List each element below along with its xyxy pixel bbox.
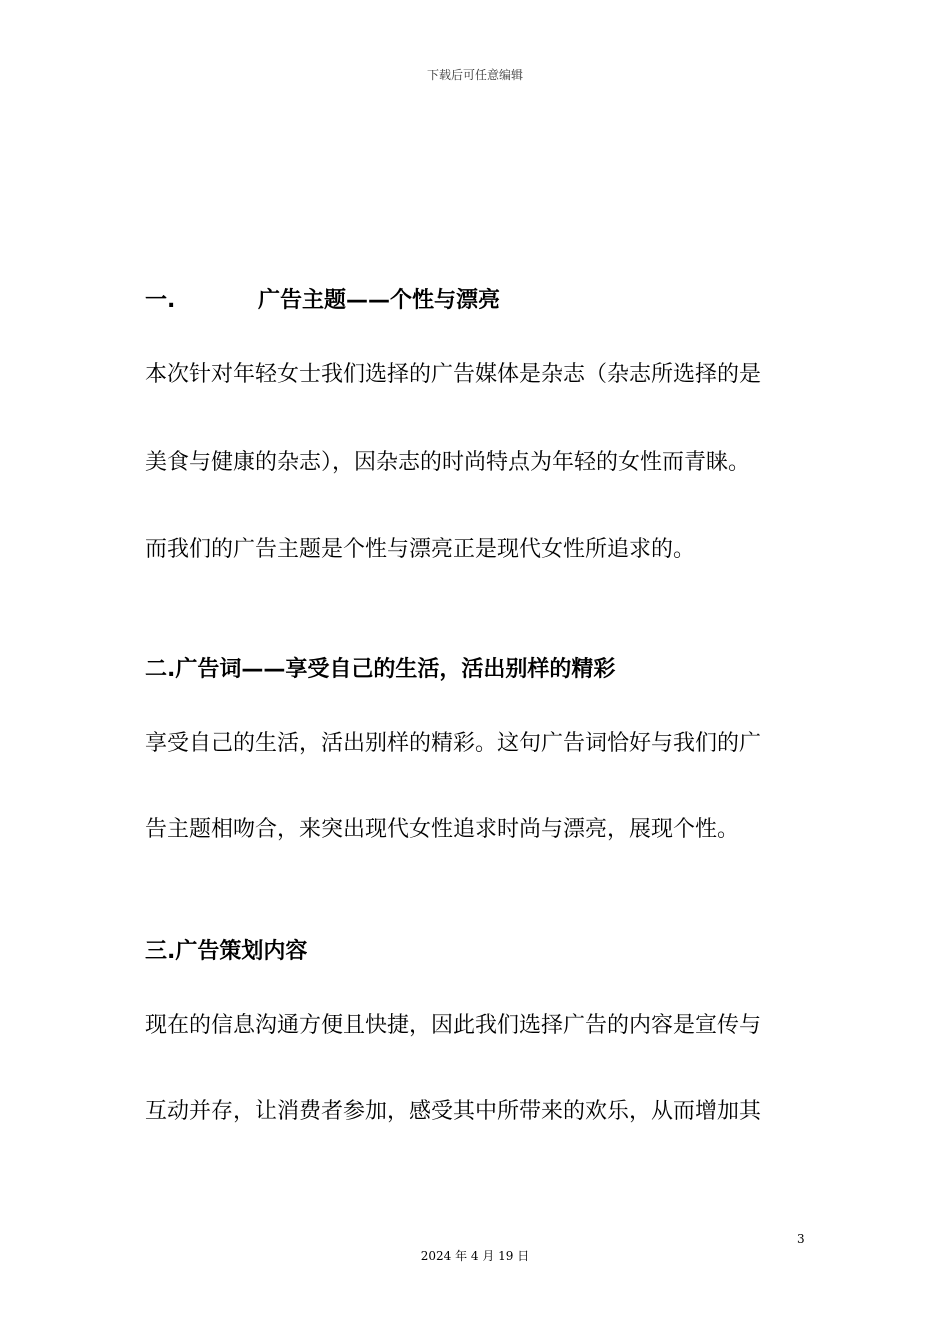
section-number-3: 三. bbox=[145, 939, 176, 964]
paragraph-line: 告主题相吻合，来突出现代女性追求时尚与漂亮，展现个性。 bbox=[145, 817, 740, 842]
paragraph-line: 享受自己的生活，活出别样的精彩。这句广告词恰好与我们的广 bbox=[145, 731, 762, 756]
paragraph-line: 现在的信息沟通方便且快捷，因此我们选择广告的内容是宣传与 bbox=[145, 1013, 762, 1038]
section-title-1: 广告主题——个性与漂亮 bbox=[258, 288, 501, 313]
page-number: 3 bbox=[797, 1232, 805, 1246]
section-heading-2 bbox=[145, 655, 615, 685]
section-title-2: 广告词——享受自己的生活，活出别样的精彩 bbox=[175, 657, 616, 682]
paragraph-line: 美食与健康的杂志），因杂志的时尚特点为年轻的女性而青睐。 bbox=[145, 450, 751, 475]
section-heading-1 bbox=[145, 286, 500, 316]
header-note: 下载后可任意编辑 bbox=[426, 68, 523, 82]
section-title-3: 广告策划内容 bbox=[175, 939, 308, 964]
section-heading-3 bbox=[145, 937, 307, 967]
paragraph-line: 互动并存，让消费者参加，感受其中所带来的欢乐，从而增加其 bbox=[145, 1099, 762, 1124]
section-number-2: 二. bbox=[145, 657, 176, 682]
paragraph-line: 本次针对年轻女士我们选择的广告媒体是杂志（杂志所选择的是 bbox=[145, 362, 762, 387]
paragraph-line: 而我们的广告主题是个性与漂亮正是现代女性所追求的。 bbox=[145, 537, 696, 562]
section-number-1: 一. bbox=[145, 288, 176, 313]
footer-date: 2024 年 4 月 19 日 bbox=[420, 1249, 530, 1263]
